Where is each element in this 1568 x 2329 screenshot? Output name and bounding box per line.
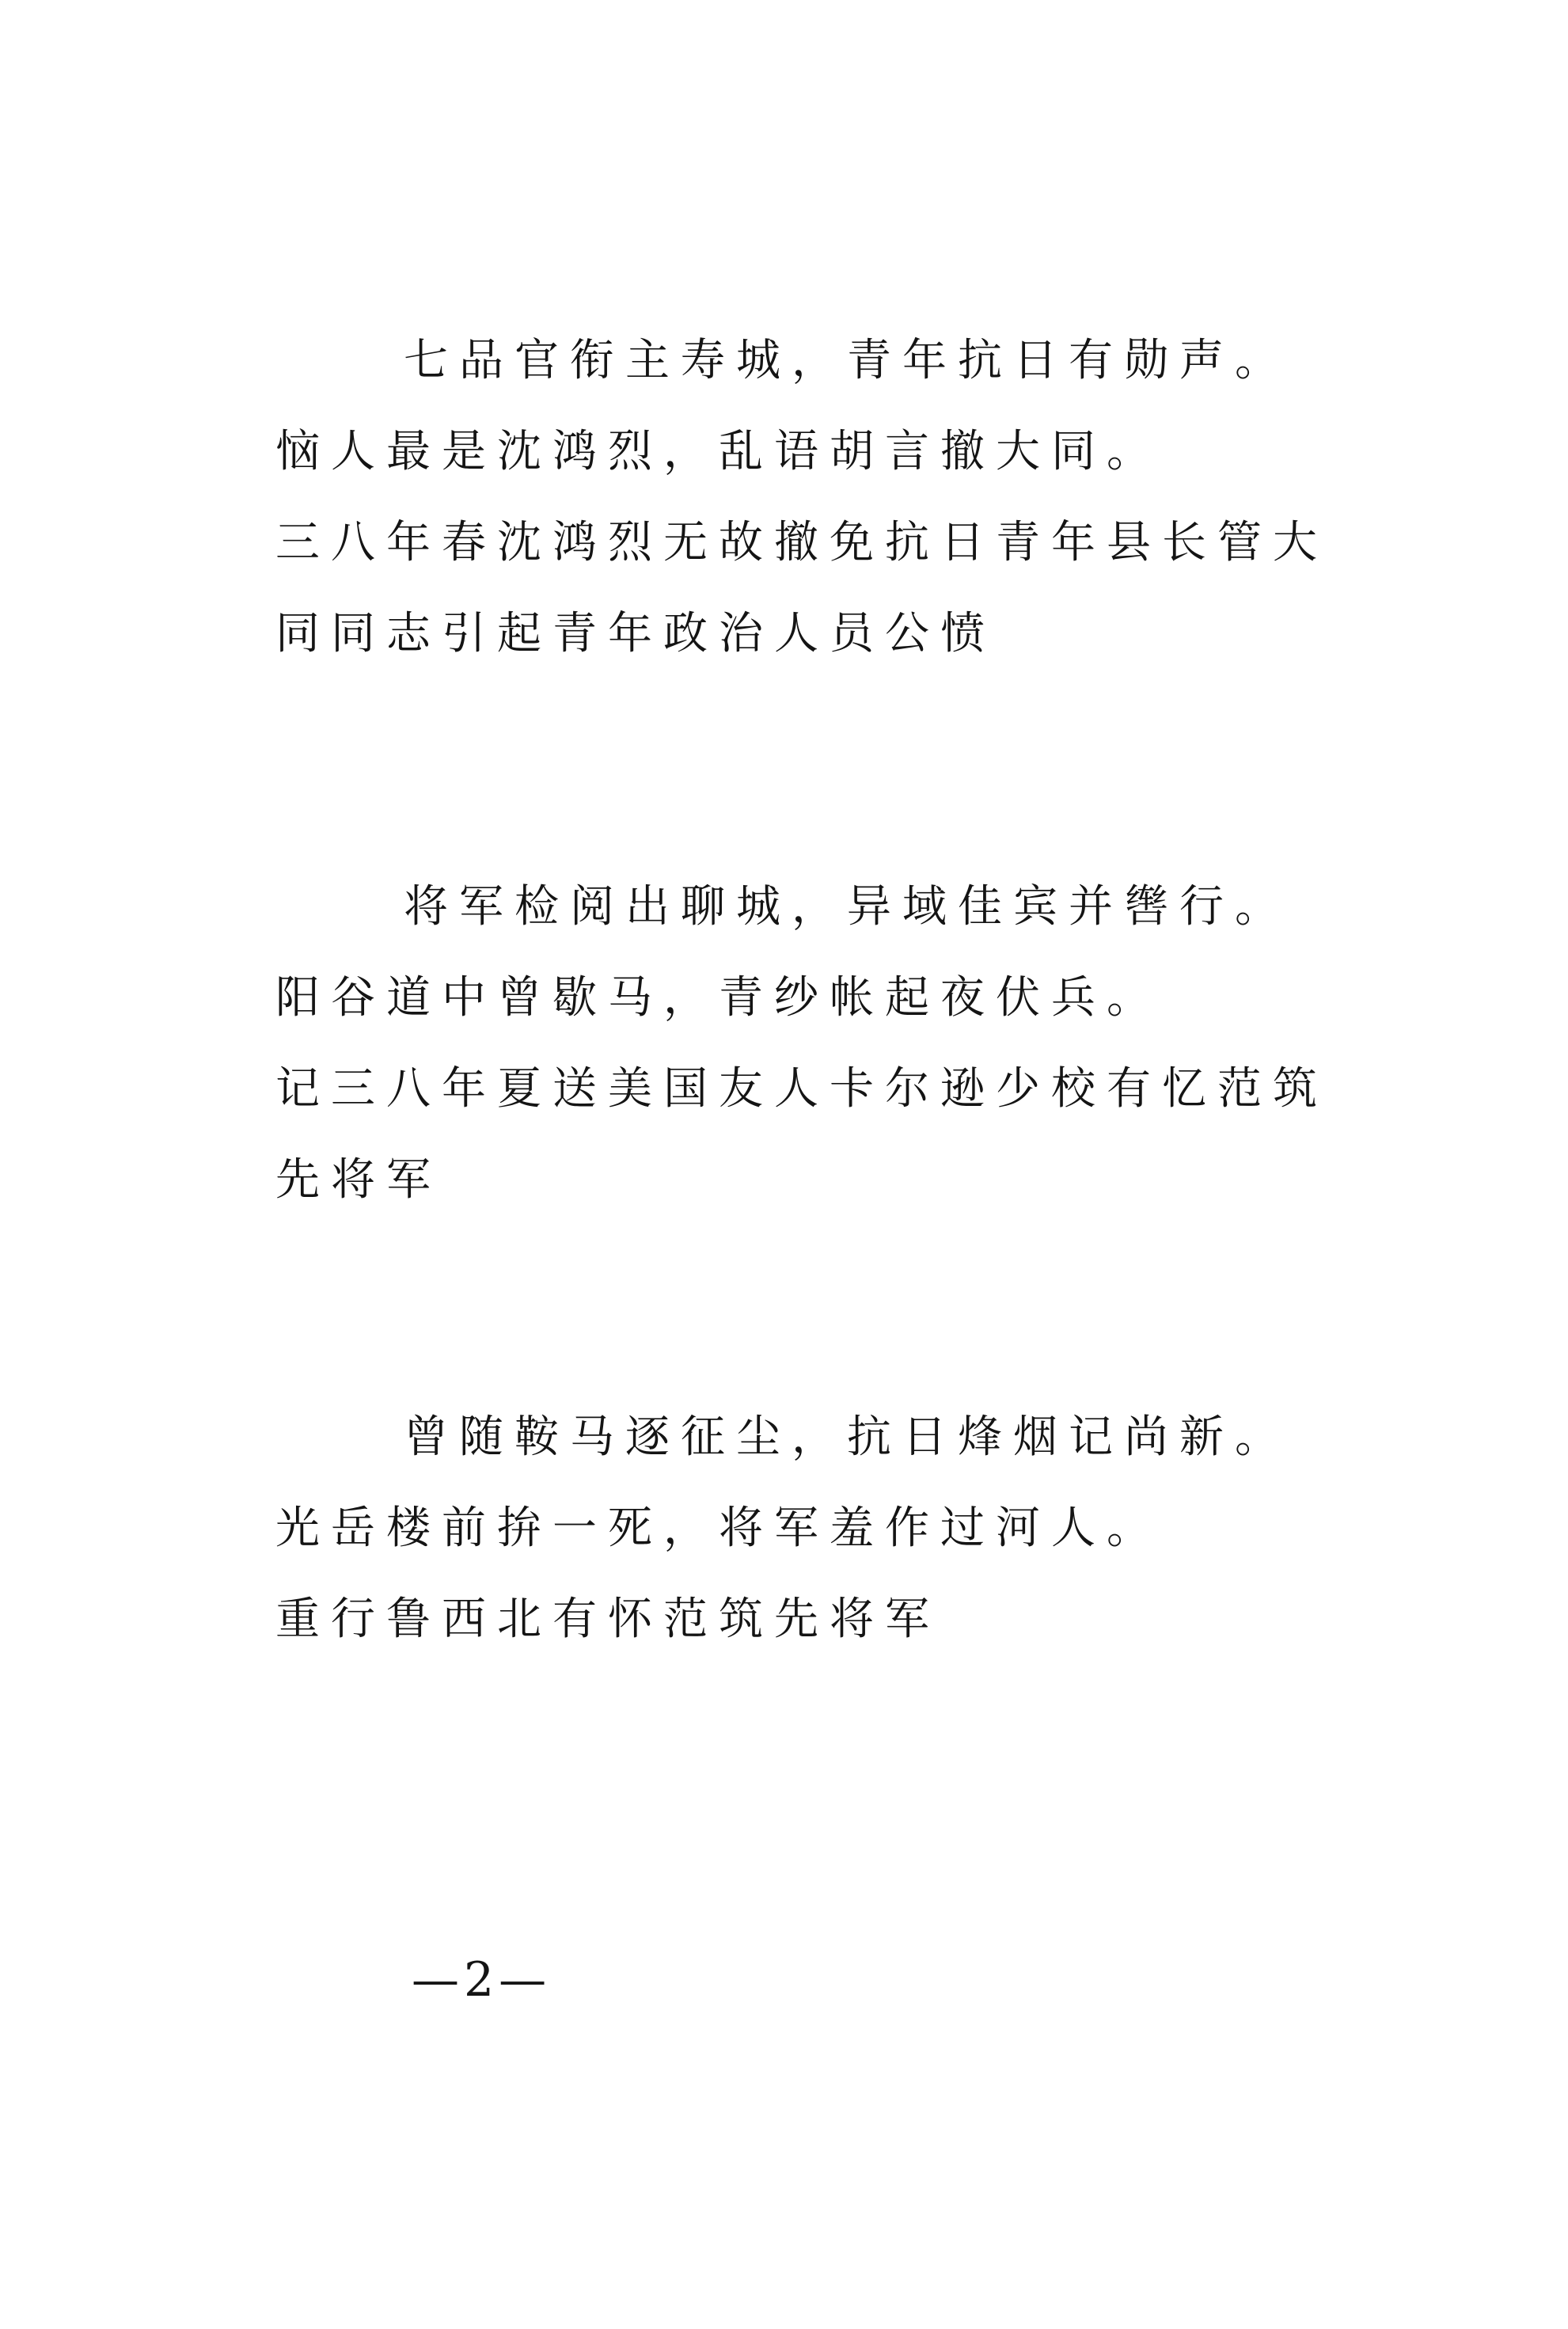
verse-line: 恼人最是沈鸿烈，乱语胡言撤大同。 [275, 426, 1162, 477]
note-line: 三八年春沈鸿烈无故撤免抗日青年县长管大 [275, 517, 1328, 568]
note-line: 记三八年夏送美国友人卡尔逊少校有忆范筑 [275, 1063, 1328, 1115]
verse-line: 阳谷道中曾歇马，青纱帐起夜伏兵。 [275, 972, 1162, 1024]
note-line: 同同志引起青年政治人员公愤 [275, 608, 996, 659]
note-line: 重行鲁西北有怀范筑先将军 [275, 1594, 940, 1645]
verse-line: 光岳楼前拚一死，将军羞作过河人。 [275, 1503, 1162, 1554]
verse-line: 七品官衔主寿城，青年抗日有勋声。 [404, 335, 1290, 386]
verse-line: 将军检阅出聊城，异域佳宾并辔行。 [404, 881, 1290, 933]
verse-line: 曾随鞍马逐征尘，抗日烽烟记尚新。 [404, 1411, 1290, 1463]
page-number: —2— [412, 1952, 552, 2008]
note-line: 先将军 [275, 1154, 442, 1206]
